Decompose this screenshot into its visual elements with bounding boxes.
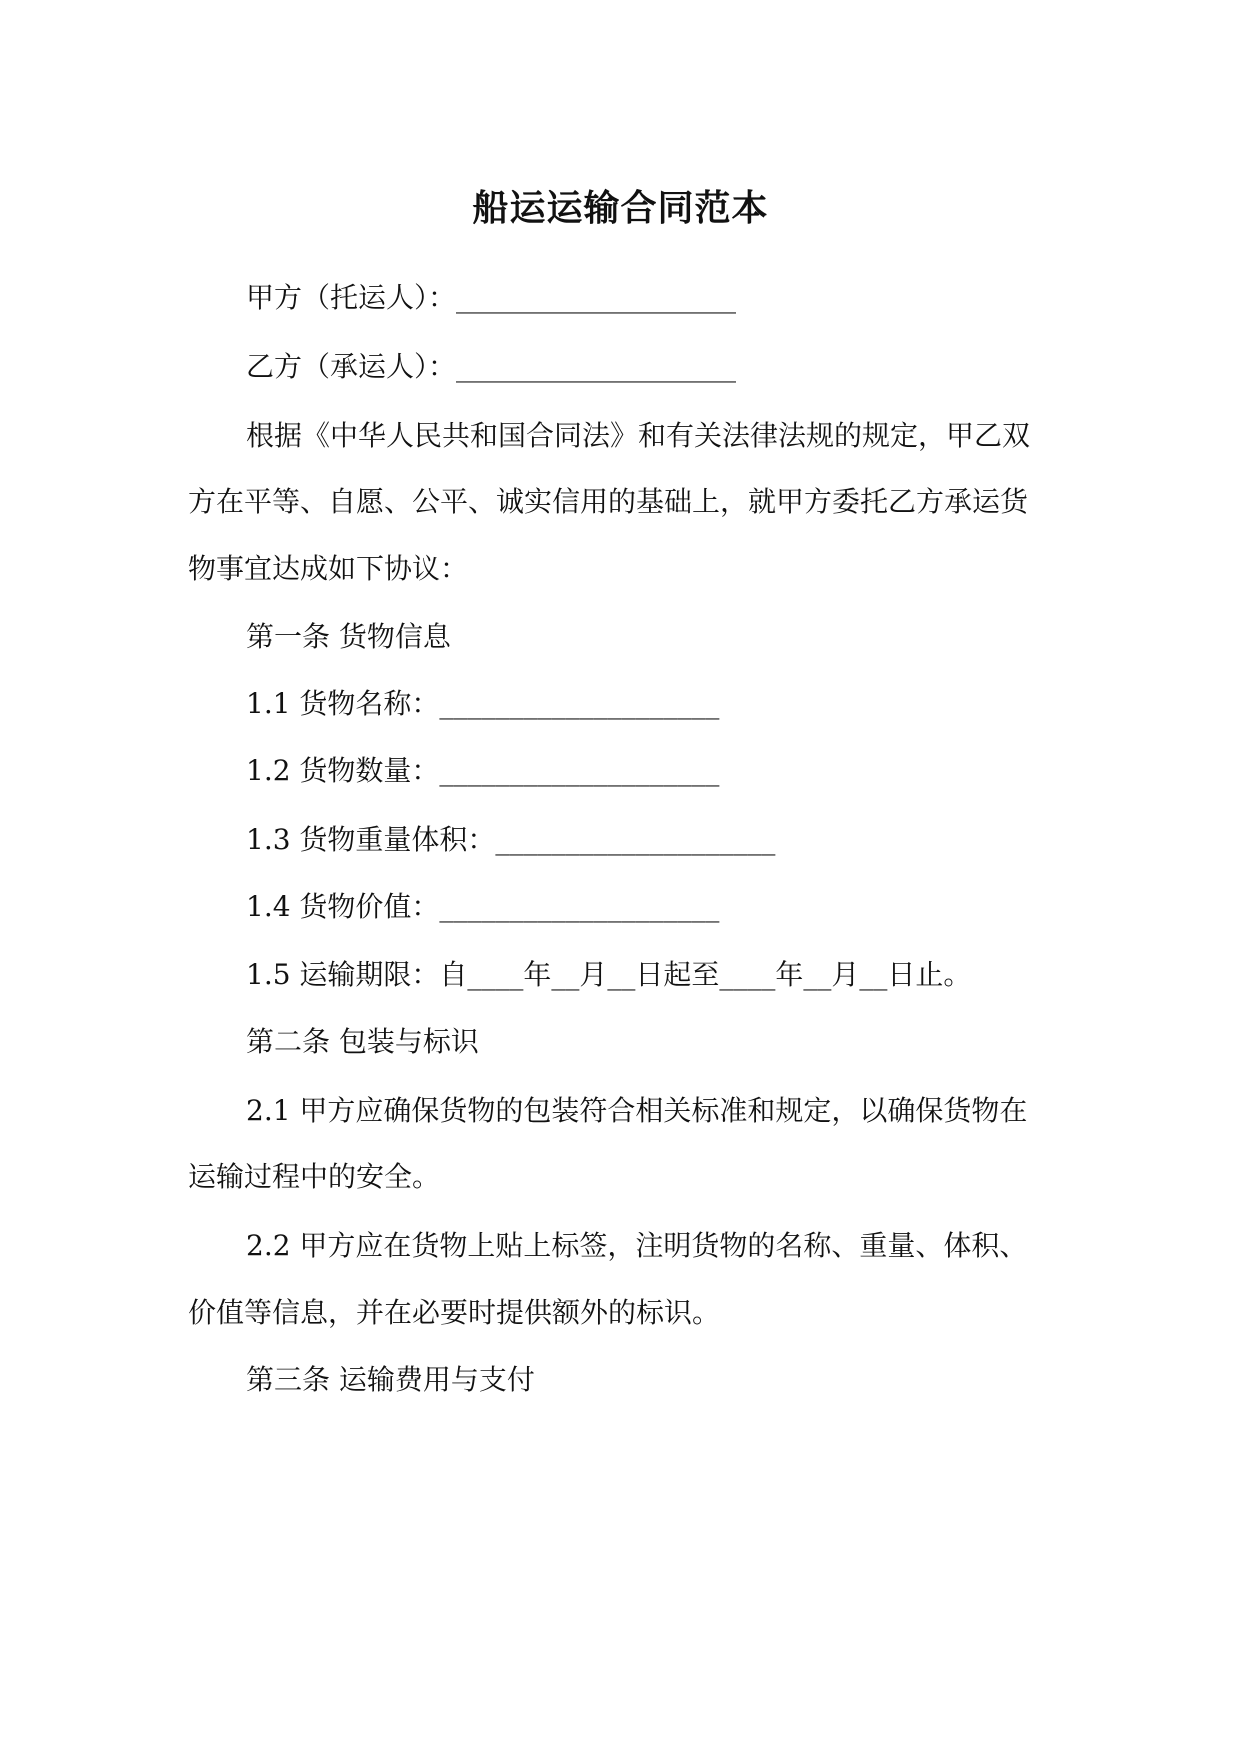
- clause-1-2: 1.2 货物数量：____________________: [246, 754, 720, 787]
- clause-1-1: 1.1 货物名称：____________________: [246, 687, 720, 720]
- clause-2-2-line-1: 2.2 甲方应在货物上贴上标签，注明货物的名称、重量、体积、: [246, 1229, 1028, 1262]
- document-title: 船运运输合同范本: [472, 187, 769, 229]
- clause-1-3: 1.3 货物重量体积：____________________: [246, 823, 776, 856]
- article-3-heading: 第三条 运输费用与支付: [246, 1363, 535, 1396]
- intro-line-3: 物事宜达成如下协议：: [188, 552, 469, 585]
- intro-line-2: 方在平等、自愿、公平、诚实信用的基础上，就甲方委托乙方承运货: [188, 485, 1029, 518]
- intro-line-1: 根据《中华人民共和国合同法》和有关法律法规的规定，甲乙双: [246, 419, 1031, 452]
- article-1-heading: 第一条 货物信息: [246, 620, 451, 653]
- clause-2-1-line-2: 运输过程中的安全。: [188, 1160, 441, 1193]
- clause-2-1-line-1: 2.1 甲方应确保货物的包装符合相关标准和规定，以确保货物在: [246, 1094, 1028, 1127]
- party-a-line: 甲方（托运人）：____________________: [246, 281, 737, 314]
- party-b-line: 乙方（承运人）：____________________: [246, 350, 737, 383]
- clause-1-4: 1.4 货物价值：____________________: [246, 890, 720, 923]
- clause-1-5: 1.5 运输期限：自____年__月__日起至____年__月__日止。: [246, 958, 972, 991]
- clause-2-2-line-2: 价值等信息，并在必要时提供额外的标识。: [188, 1296, 721, 1329]
- article-2-heading: 第二条 包装与标识: [246, 1025, 479, 1058]
